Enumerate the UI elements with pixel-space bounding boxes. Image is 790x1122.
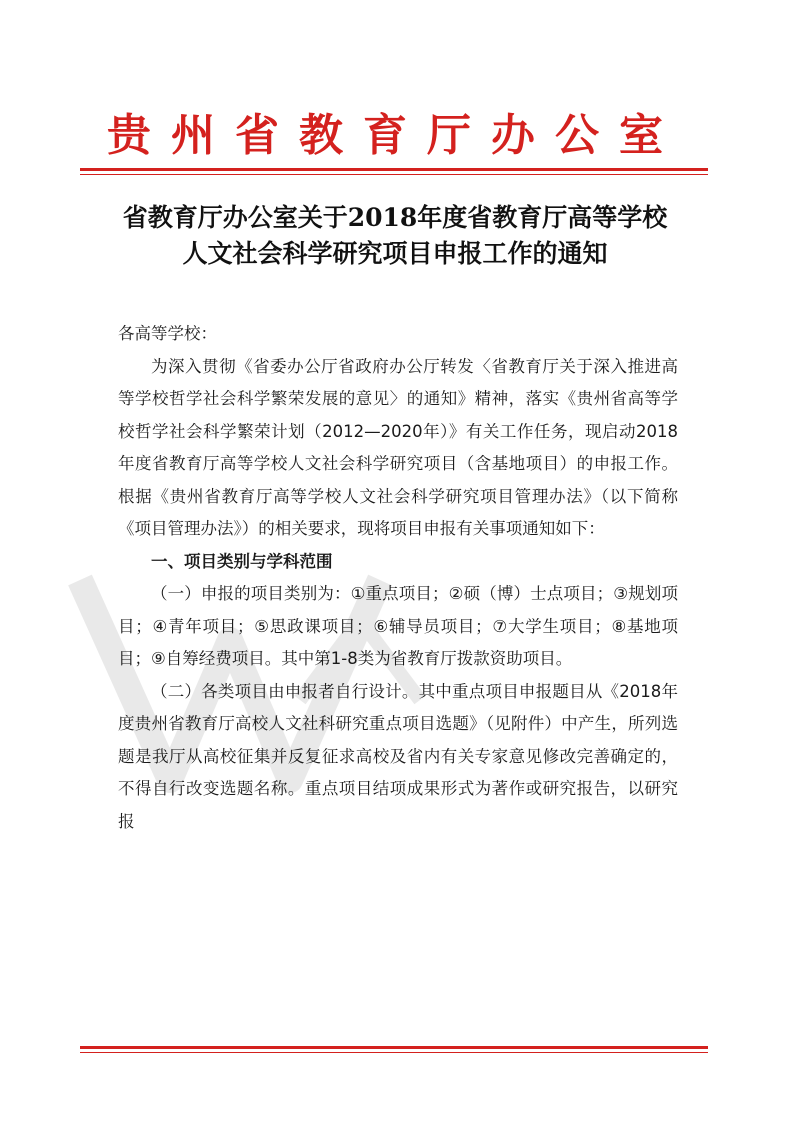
- letterhead-org-name: 贵州省教育厅办公室: [107, 110, 683, 161]
- footer-rule-thick: [80, 1046, 708, 1049]
- footer-rule-thin: [80, 1052, 708, 1053]
- document-title: [60, 200, 730, 272]
- letterhead-rule-thick: [80, 168, 708, 171]
- section-heading: 一、项目类别与学科范围: [151, 551, 333, 571]
- document-title-line-1: 省教育厅办公室关于2018年度省教育厅高等学校: [122, 203, 668, 232]
- salutation: 各高等学校：: [118, 324, 217, 343]
- intro-paragraph: 为深入贯彻《省委办公厅省政府办公厅转发〈省教育厅关于深入推进高等学校哲学社会科学繁荣发展的意见〉的通知》精神，落实《贵州省高等学校哲学社会科学繁荣计划（2012—2020年）》有关工作任务，现启动2018年度省教育厅高等学校人文社会科学研究项目（含基地项目）的申报工作。根据《贵州省教育厅高等学校人文社会科学研究项目管理办法》（以下简称《项目管理办法》）的相关要求，现将项目申报有关事项通知如下：: [118, 356, 678, 538]
- item-paragraph-1: （一）申报的项目类别为：①重点项目；②硕（博）士点项目；③规划项目；④青年项目；⑤思政课项目；⑥辅导员项目；⑦大学生项目；⑧基地项目；⑨自筹经费项目。其中第1-8类为省教育厅拨款资助项目。: [118, 584, 678, 668]
- letterhead-rule-thin: [80, 174, 708, 175]
- item-paragraph-2: （二）各类项目由申报者自行设计。其中重点项目申报题目从《2018年度贵州省教育厅高校人文社科研究重点项目选题》（见附件）中产生，所列选题是我厅从高校征集并反复征求高校及省内有关专家意见修改完善确定的，不得自行改变选题名称。重点项目结项成果形式为著作或研究报告，以研究报: [118, 681, 678, 831]
- document-title-line-2: 人文社会科学研究项目申报工作的通知: [182, 239, 608, 268]
- document-body: [118, 318, 678, 838]
